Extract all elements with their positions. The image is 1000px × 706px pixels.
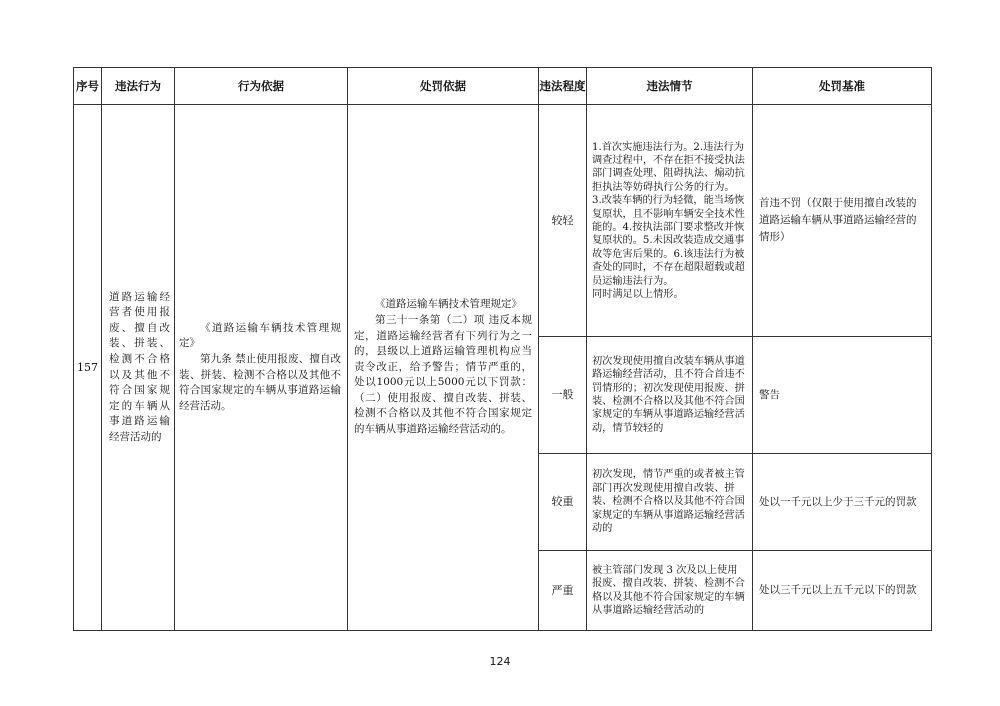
detail-line: 同时满足以上情形。 bbox=[592, 289, 684, 301]
seq-cell: 157 bbox=[74, 105, 102, 631]
level-cell: 较重 bbox=[539, 454, 587, 551]
detail-cell bbox=[587, 105, 753, 337]
header-standard: 处罚基准 bbox=[753, 68, 932, 105]
level-cell: 严重 bbox=[539, 551, 587, 631]
penalty-standard-table bbox=[73, 67, 932, 631]
header-row bbox=[74, 68, 932, 105]
penalty-basis-cell bbox=[348, 105, 539, 631]
page-number: 124 bbox=[489, 655, 511, 668]
detail-line: 1.首次实施违法行为。2.违法行为调查过程中，不存在拒不接受执法部门调查处理、阻碍执法、煽动抗拒执法等妨碍执行公务的行为。 bbox=[592, 141, 745, 193]
standard-cell: 警告 bbox=[753, 337, 932, 454]
detail-line: 被主管部门发现 3 次及以上使用报废、擅自改装、拼装、检测不合格以及其他不符合国家规定的车辆从事道路运输经营活动的 bbox=[592, 564, 745, 616]
detail-cell bbox=[587, 337, 753, 454]
standard-cell: 处以三千元以上五千元以下的罚款 bbox=[753, 551, 932, 631]
header-details: 违法情节 bbox=[587, 68, 753, 105]
detail-line: 初次发现使用擅自改装车辆从事道路运输经营活动，且不符合首违不罚情形的；初次发现使用报废、拼装、检测不合格以及其他不符合国家规定的车辆从事道路运输经营活动，情节较轻的 bbox=[592, 355, 745, 434]
header-behavior: 违法行为 bbox=[102, 68, 175, 105]
header-level: 违法程度 bbox=[539, 68, 587, 105]
level-cell: 一般 bbox=[539, 337, 587, 454]
detail-cell bbox=[587, 551, 753, 631]
penalty-basis-title: 《道路运输车辆技术管理规定》 bbox=[375, 298, 522, 311]
detail-cell bbox=[587, 454, 753, 551]
standard-cell: 首违不罚（仅限于使用擅自改装的道路运输车辆从事道路运输经营的情形） bbox=[753, 105, 932, 337]
header-seq: 序号 bbox=[74, 68, 102, 105]
behavior-basis-body: 第九条 禁止使用报废、擅自改装、拼装、检测不合格以及其他不符合国家规定的车辆从事道路运输经营活动。 bbox=[179, 352, 341, 412]
behavior-basis-title: 《道路运输车辆技术管理规定》 bbox=[179, 321, 341, 350]
penalty-basis-body: 第三十一条第（二）项 违反本规定，道路运输经营者有下列行为之一的，县级以上道路运输管理机构应当责令改正，给予警告；情节严重的，处以1000元以上5000元以下罚款：（二）使用报废、擅自改装、拼装、检测不合格以及其他不符合国家规定的车辆从事道路运输经营活动的。 bbox=[354, 313, 532, 436]
detail-line: 3.改装车辆的行为轻微，能当场恢复原状，且不影响车辆安全技术性能的。4.按执法部门要求整改并恢复原状的。5.未因改装造成交通事故等危害后果的。6.该违法行为被查处的同时，不存在超限超载或超员运输违法行为。 bbox=[592, 195, 745, 287]
behavior-basis-cell bbox=[175, 105, 348, 631]
level-cell: 较轻 bbox=[539, 105, 587, 337]
header-behavior-basis: 行为依据 bbox=[175, 68, 348, 105]
standard-cell: 处以一千元以上少于三千元的罚款 bbox=[753, 454, 932, 551]
header-penalty-basis: 处罚依据 bbox=[348, 68, 539, 105]
table-row bbox=[74, 105, 932, 337]
detail-line: 初次发现，情节严重的或者被主管部门再次发现使用擅自改装、拼装、检测不合格以及其他不符合国家规定的车辆从事道路运输经营活动的 bbox=[592, 469, 745, 535]
behavior-cell: 道路运输经营者使用报废、擅自改装、拼装、检测不合格以及其他不符合国家规定的车辆从事道路运输经营活动的 bbox=[102, 105, 175, 631]
